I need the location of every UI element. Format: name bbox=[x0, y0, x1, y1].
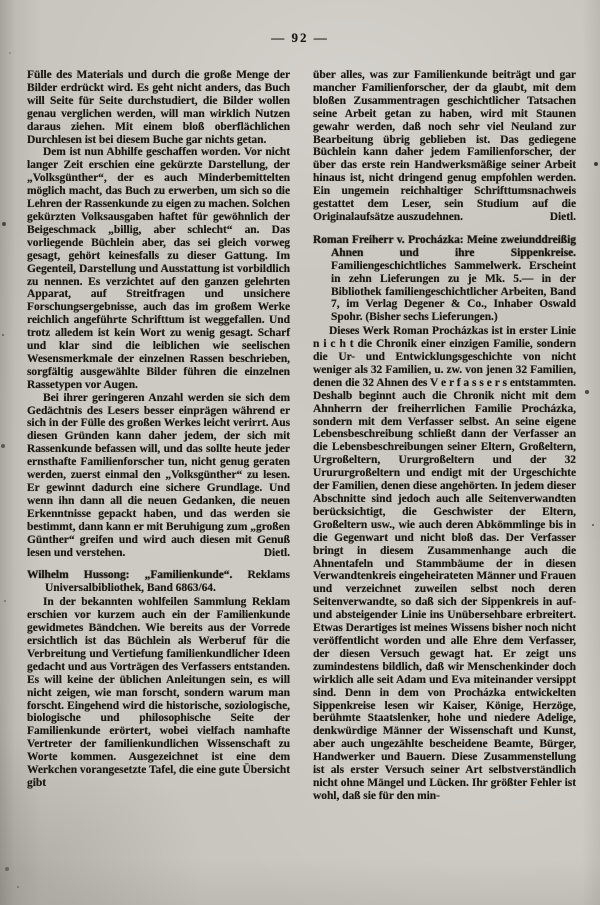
continuation-paragraph bbox=[313, 69, 576, 224]
paragraph-text: über alles, was zur Familienkunde beiträgt und gar mancher Familienforscher, der da glaubt, mit dem bloßen Zusammentragen geschichtlicher Tatsachen seine Arbeit getan zu haben, wird mit Staunen gewahr werden, daß noch sehr viel Neuland zur Bearbeitung übrig geblieben ist. Das gediegene Büchlein kann daher jedem Familienforscher, der über das erste rein Handwerksmäßige seiner Arbeit hinaus ist, nicht dringend genug empfohlen werden. Ein ungemein reichhaltiger Schrifttumsnachweis gestattet dem Leser, sein Studium auf die Originalaufsätze auszudehnen. bbox=[313, 69, 576, 223]
review-heading-hussong bbox=[27, 569, 290, 595]
right-column bbox=[313, 69, 576, 803]
paragraph: Dieses Werk Roman Procházkas ist in erster Linie n i c h t die Chronik einer einzigen Familie, sondern die Ur- und Entwicklungsgeschichte von nicht weniger als 32 Familien, u. zw. von jenen 32 Familien, denen die 32 Ahnen des V e r f a s s e r s entstammten. Deshalb beginnt auch die Chronik nicht mit dem Ahnherrn der freiherrlichen Familie Procházka, sondern mit dem Verfasser selbst. An seine eigene Lebensbeschreibung schließt dann der Verfasser an die Lebensbeschreibungen seiner Eltern, Großeltern, Urgroßeltern, Ururgroßeltern und der 32 Urururgroßeltern und endigt mit der Urgeschichte der Familien, denen diese angehörten. In jedem dieser Abschnitte sind jedoch auch alle Seitenverwandten berücksichtigt, die Geschwister der Eltern, Großeltern usw., wie auch deren Abkömmlinge bis in die Gegenwart und nicht bloß das. Der Verfasser bringt in diesem Zusammenhange auch die Ahnentafeln und Stammbäume der in diesen Verwandtenkreis eingeheirateten Männer und Frauen und verzeichnet zuweilen selbst noch deren Seitenverwandte, so daß sich der Sippenkreis in auf- und absteigender Linie ins Unübersehbare erbreitert. Etwas Derartiges ist meines Wissens bisher noch nicht veröffentlicht worden und alle Ehre dem Verfasser, der diesen Versuch gewagt hat. Er zeigt uns zumindestens bildlich, daß wir Menschenkinder doch wirklich alle seit Adam und Eva miteinander versippt sind. Denn in dem von Procházka entwickelten Sippenkreise lesen wir Kaiser, Könige, Herzöge, berühmte Staatslenker, hohe und niedere Adelige, denkwürdige Männer der Wissenschaft und Kunst, aber auch ungezählte bescheidene Beamte, Bürger, Handwerker und Bauern. Diese Zusammenstellung ist als erster Versuch seiner Art selbstverständlich nicht ohne Mängel und Lücken. Ihr größter Fehler ist wohl, daß sie für den min- bbox=[313, 325, 576, 802]
reviewer-signature: Dietl. bbox=[263, 546, 290, 559]
review-subtitle: Reklams Universalbibliothek, Band 6863/64. bbox=[45, 569, 290, 595]
paragraph-text: Bei ihrer geringeren Anzahl werden sie sich dem Gedächtnis des Lesers besser einprägen während er sich in der Fülle des großen Werkes leicht verirrt. Aus diesen Gründen kann daher jedem, der sich mit Rassenkunde befassen will, und das sollte heute jeder ernsthafte Familienforscher tun, nicht genug geraten werden, zuerst einmal den „Volksgünther“ zu lesen. Er gewinnt dadurch eine sichere Grundlage. Und wenn ihn dann all die neuen Gedanken, die neuen Erkenntnisse gepackt haben, und das werden sie bestimmt, dann kann er mit Beruhigung zum „großen Günther“ greifen und wird auch diesen mit Genuß lesen und verstehen. bbox=[27, 391, 290, 559]
page-number: — 92 — bbox=[271, 30, 329, 45]
review-title: Wilhelm Hussong: „Familienkunde“. bbox=[27, 569, 233, 582]
paragraph: Dem ist nun Abhilfe geschaffen worden. Vor nicht langer Zeit erschien eine gekürzte Darstellung, der „Volksgünther“, der es auch Minderbemittelten möglich macht, das Buch zu erwerben, um sich so die Lehren der Rassenkunde zu eigen zu machen. Solchen gekürzten Volksausgaben haftet für gewöhnlich der Beigeschmack „billig, aber schlecht“ an. Das vorliegende Büchlein aber, das sei gleich vorweg gesagt, gehört keinesfalls zu dieser Gattung. Im Gegenteil, Darstellung und Ausstattung ist vorbildlich zu nennen. Es verzichtet auf den ganzen gelehrten Apparat, auf Streitfragen und unsichere Forschungsergebnisse, auch das im großem Werke reichlich angeführte Schrifttum ist weggefallen. Und trotz alledem ist kein Wort zu wenig gesagt. Scharf und klar sind die leiblichen wie seelischen Wesensmerkmale der einzelnen Rassen beschrieben, sorgfältig ausgewählte Bilder führen die einzelnen Rassetypen vor Augen. bbox=[27, 146, 290, 391]
paragraph bbox=[27, 392, 290, 560]
review-heading-prochazka bbox=[313, 234, 576, 324]
review-subtitle: Familiengeschichtliches Sammelwerk. Erscheint in zehn Lieferungen zu je Mk. 5.— in der Bibliothek familiengeschichtlicher Arbeiten, Band 7, im Verlag Degener & Co., Inhaber Oswald Spohr. (Bisher sechs Lieferungen.) bbox=[331, 259, 576, 324]
left-column bbox=[27, 69, 290, 803]
text-columns bbox=[27, 69, 576, 803]
review-title: Roman Freiherr v. Procházka: Meine zweiunddreißig Ahnen und ihre Sippenkreise. bbox=[313, 233, 576, 259]
reviewer-signature: Dietl. bbox=[549, 210, 576, 223]
paragraph: In der bekannten wohlfeilen Sammlung Reklam erschien vor kurzem auch ein der Familienkunde gewidmetes Bändchen. Wie bereits aus der Vorrede ersichtlich ist das Büchlein als Werberuf für die Verbreitung und Vertiefung familienkundlicher Ideen gedacht und aus Vorträgen des Verfassers entstanden. Es will keine der üblichen Anleitungen sein, es will nicht zeigen, wie man forscht, sondern warum man forscht. Eingehend wird die historische, soziologische, biologische und philosophische Seite der Familienkunde erörtert, wobei vielfach namhafte Vertreter der familienkundlichen Wissenschaft zu Worte kommen. Ausgezeichnet ist eine dem Werkchen vorangesetzte Tafel, die eine gute Übersicht gibt bbox=[27, 596, 290, 789]
continuation-paragraph: Fülle des Materials und durch die große Menge der Bilder erdrückt wird. Es geht nicht anders, das Buch will Seite für Seite durchstudiert, die Bilder wollen genau verglichen werden, will man wirklich Nutzen daraus ziehen. Mit einem bloß oberflächlichen Durchlesen ist bei diesem Buche gar nichts getan. bbox=[27, 69, 290, 146]
scan-artifact-specks bbox=[0, 0, 2, 2]
